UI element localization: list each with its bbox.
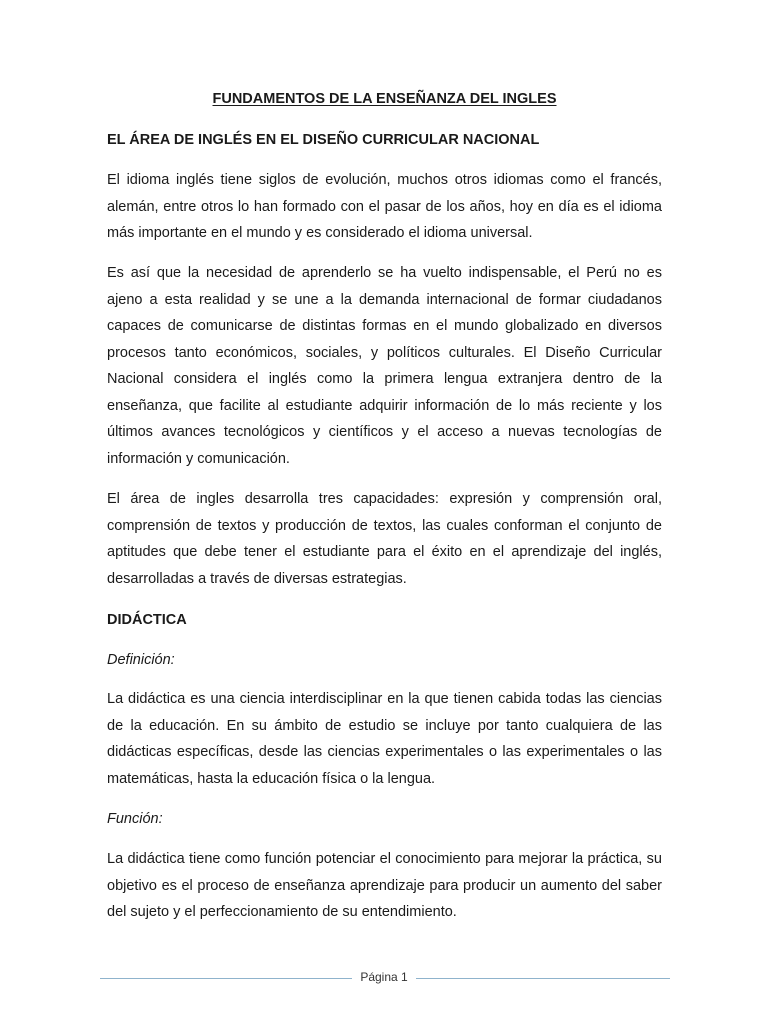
function-label: Función: (107, 811, 163, 827)
paragraph-1: El idioma inglés tiene siglos de evolución, muchos otros idiomas como el francés, alemán, entre otros lo han formado con el pasar de los años, hoy en día es el idioma más importante en el mundo y es considerado el idioma universal. (107, 172, 662, 241)
paragraph-3: El área de ingles desarrolla tres capacidades: expresión y comprensión oral, comprensión de textos y producción de textos, las cuales conforman el conjunto de aptitudes que debe tener el estudiante para el éxito en el aprendizaje del inglés, desarrolladas a través de diversas estrategias. (107, 491, 662, 587)
page-footer (100, 968, 670, 990)
section-heading-didactica: DIDÁCTICA (107, 612, 187, 628)
definition-label: Definición: (107, 652, 175, 668)
footer-rule-right (416, 978, 670, 979)
page-number: Página 1 (360, 970, 408, 984)
paragraph-4: La didáctica es una ciencia interdisciplinar en la que tienen cabida todas las ciencias de la educación. En su ámbito de estudio se incluye por tanto cualquiera de las didácticas específicas, desde las ciencias experimentales o las experimentales o las matemáticas, hasta la educación física o la lengua. (107, 691, 662, 787)
paragraph-5: La didáctica tiene como función potenciar el conocimiento para mejorar la práctica, su objetivo es el proceso de enseñanza aprendizaje para producir un aumento del saber del sujeto y el perfeccionamiento de su entendimiento. (107, 851, 662, 920)
paragraph-2: Es así que la necesidad de aprenderlo se ha vuelto indispensable, el Perú no es ajeno a esta realidad y se une a la demanda internacional de formar ciudadanos capaces de comunicarse de distintas formas en el mundo globalizado en diversos procesos tanto económicos, sociales, y políticos culturales. El Diseño Curricular Nacional considera el inglés como la primera lengua extranjera dentro de la enseñanza, que facilite al estudiante adquirir información de lo más reciente y los últimos avances tecnológicos y científicos y el acceso a nuevas tecnologías de información y comunicación. (107, 265, 662, 467)
section-heading-area-ingles: EL ÁREA DE INGLÉS EN EL DISEÑO CURRICULAR NACIONAL (107, 132, 540, 148)
document-title: FUNDAMENTOS DE LA ENSEÑANZA DEL INGLES (212, 91, 557, 107)
footer-rule-left (100, 978, 352, 979)
